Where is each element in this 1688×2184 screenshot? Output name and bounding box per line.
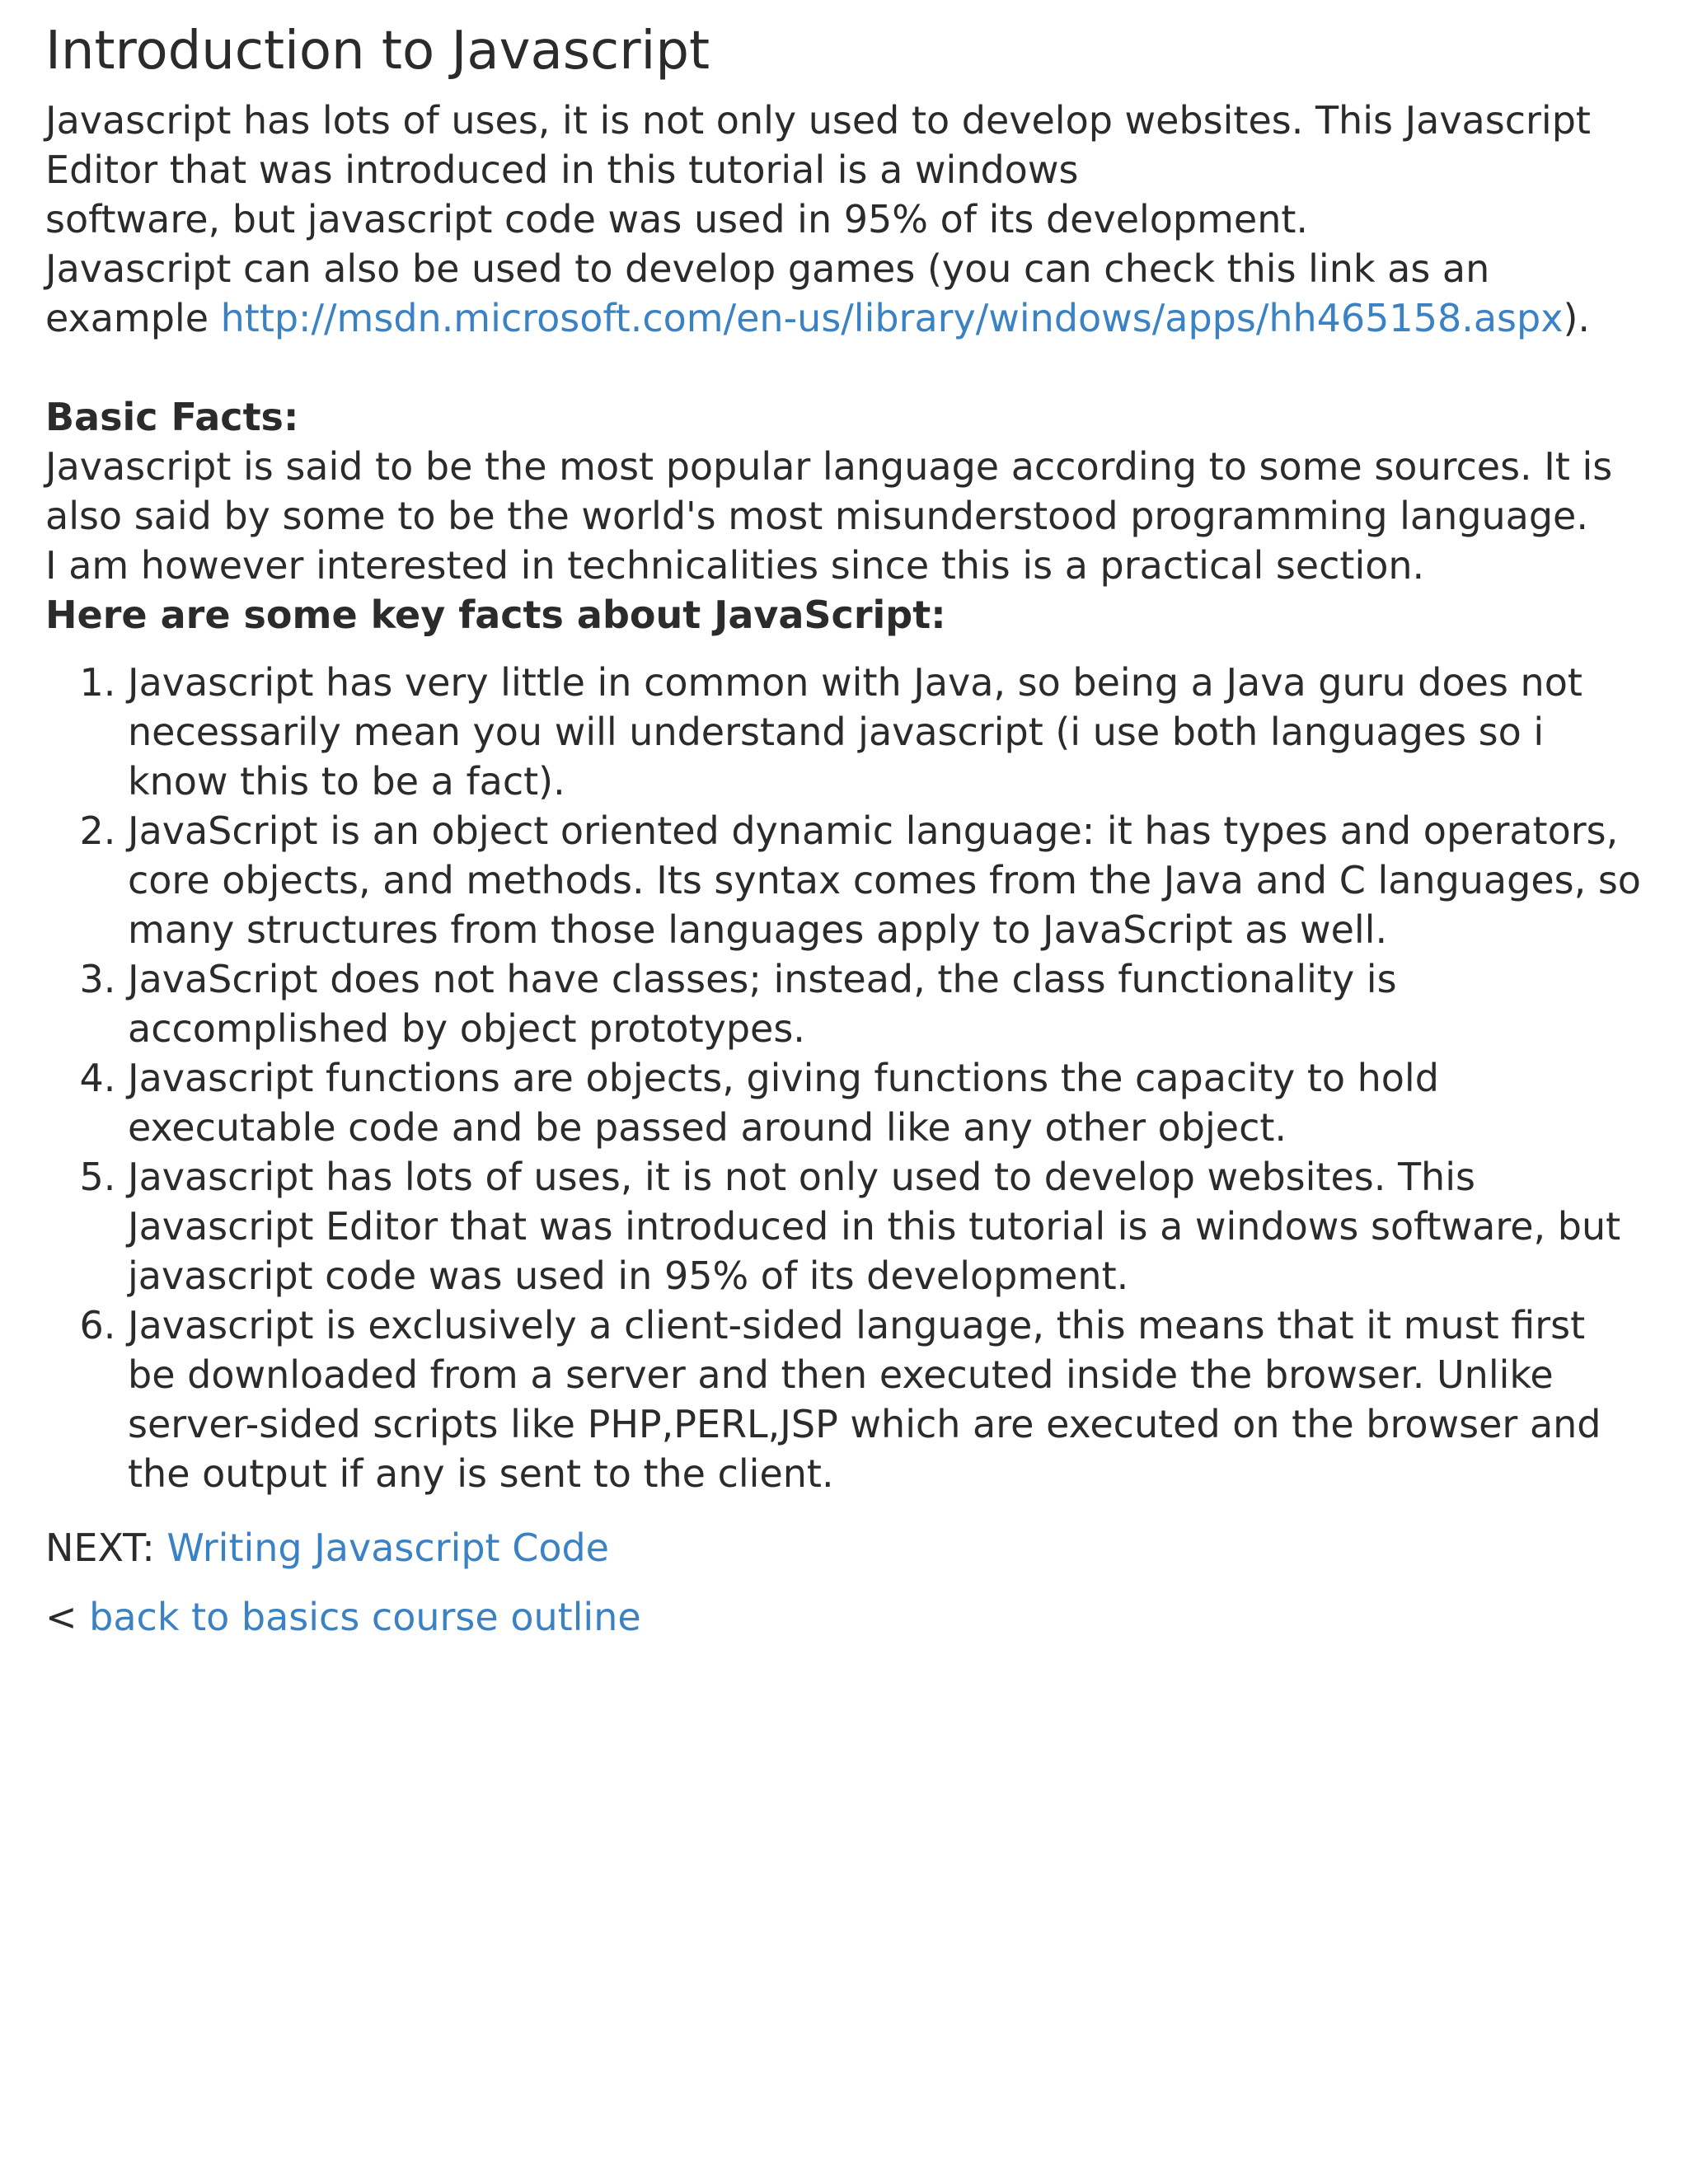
intro-line-3: software, but javascript code was used in 95% of its development. [45, 197, 1309, 241]
next-navigation [45, 1523, 1643, 1572]
key-facts-list [45, 658, 1643, 1498]
section-spacer [45, 343, 1643, 392]
intro-line-2: Editor that was introduced in this tutorial is a windows [45, 148, 1079, 192]
list-item: 6. Javascript is exclusively a client-sided language, this means that it must first be downloaded from a server and then executed inside the browser. Unlike server-sided scripts like PHP,PERL,JSP which are executed on the browser and the output if any is sent to the client. [128, 1301, 1643, 1498]
intro-line-5 [45, 293, 1643, 343]
key-facts-heading: Here are some key facts about JavaScript: [45, 593, 946, 637]
basic-facts-line-3: I am however interested in technicalities since this is a practical section. [45, 543, 1425, 588]
next-lesson-link[interactable]: Writing Javascript Code [166, 1526, 609, 1570]
page-title: Introduction to Javascript [45, 21, 710, 82]
intro-paragraph [45, 96, 1643, 343]
intro-line-5-suffix: ). [1563, 296, 1591, 340]
list-item: 5. Javascript has lots of uses, it is not only used to develop websites. This Javascript Editor that was introduced in this tutorial is a windows software, but javascript code was used in 95% of its development. [128, 1152, 1643, 1301]
next-label: NEXT: [45, 1526, 167, 1570]
back-navigation [45, 1592, 1643, 1642]
list-item: 1. Javascript has very little in common with Java, so being a Java guru does not necessarily mean you will understand javascript (i use both languages so i know this to be a fact). [128, 658, 1643, 806]
basic-facts-heading: Basic Facts: [45, 395, 299, 439]
basic-facts-line-1: Javascript is said to be the most popular language according to some sources. It is [45, 444, 1613, 489]
basic-facts-paragraph [45, 442, 1643, 590]
back-arrow: < [45, 1595, 90, 1639]
intro-line-1: Javascript has lots of uses, it is not only used to develop websites. This Javascript [45, 98, 1591, 143]
list-item: 2. JavaScript is an object oriented dynamic language: it has types and operators, core objects, and methods. Its syntax comes from the Java and C languages, so many structures from those languages apply to JavaScript as well. [128, 806, 1643, 954]
list-item: 4. Javascript functions are objects, giving functions the capacity to hold executable code and be passed around like any other object. [128, 1053, 1643, 1152]
intro-line-4: Javascript can also be used to develop games (you can check this link as an [45, 246, 1490, 291]
list-item: 3. JavaScript does not have classes; instead, the class functionality is accomplished by object prototypes. [128, 954, 1643, 1053]
back-to-outline-link[interactable]: back to basics course outline [89, 1595, 641, 1639]
intro-line-5-prefix: example [45, 296, 221, 340]
msdn-games-link[interactable]: http://msdn.microsoft.com/en-us/library/windows/apps/hh465158.aspx [220, 296, 1564, 340]
basic-facts-line-2: also said by some to be the world's most misunderstood programming language. [45, 494, 1588, 538]
